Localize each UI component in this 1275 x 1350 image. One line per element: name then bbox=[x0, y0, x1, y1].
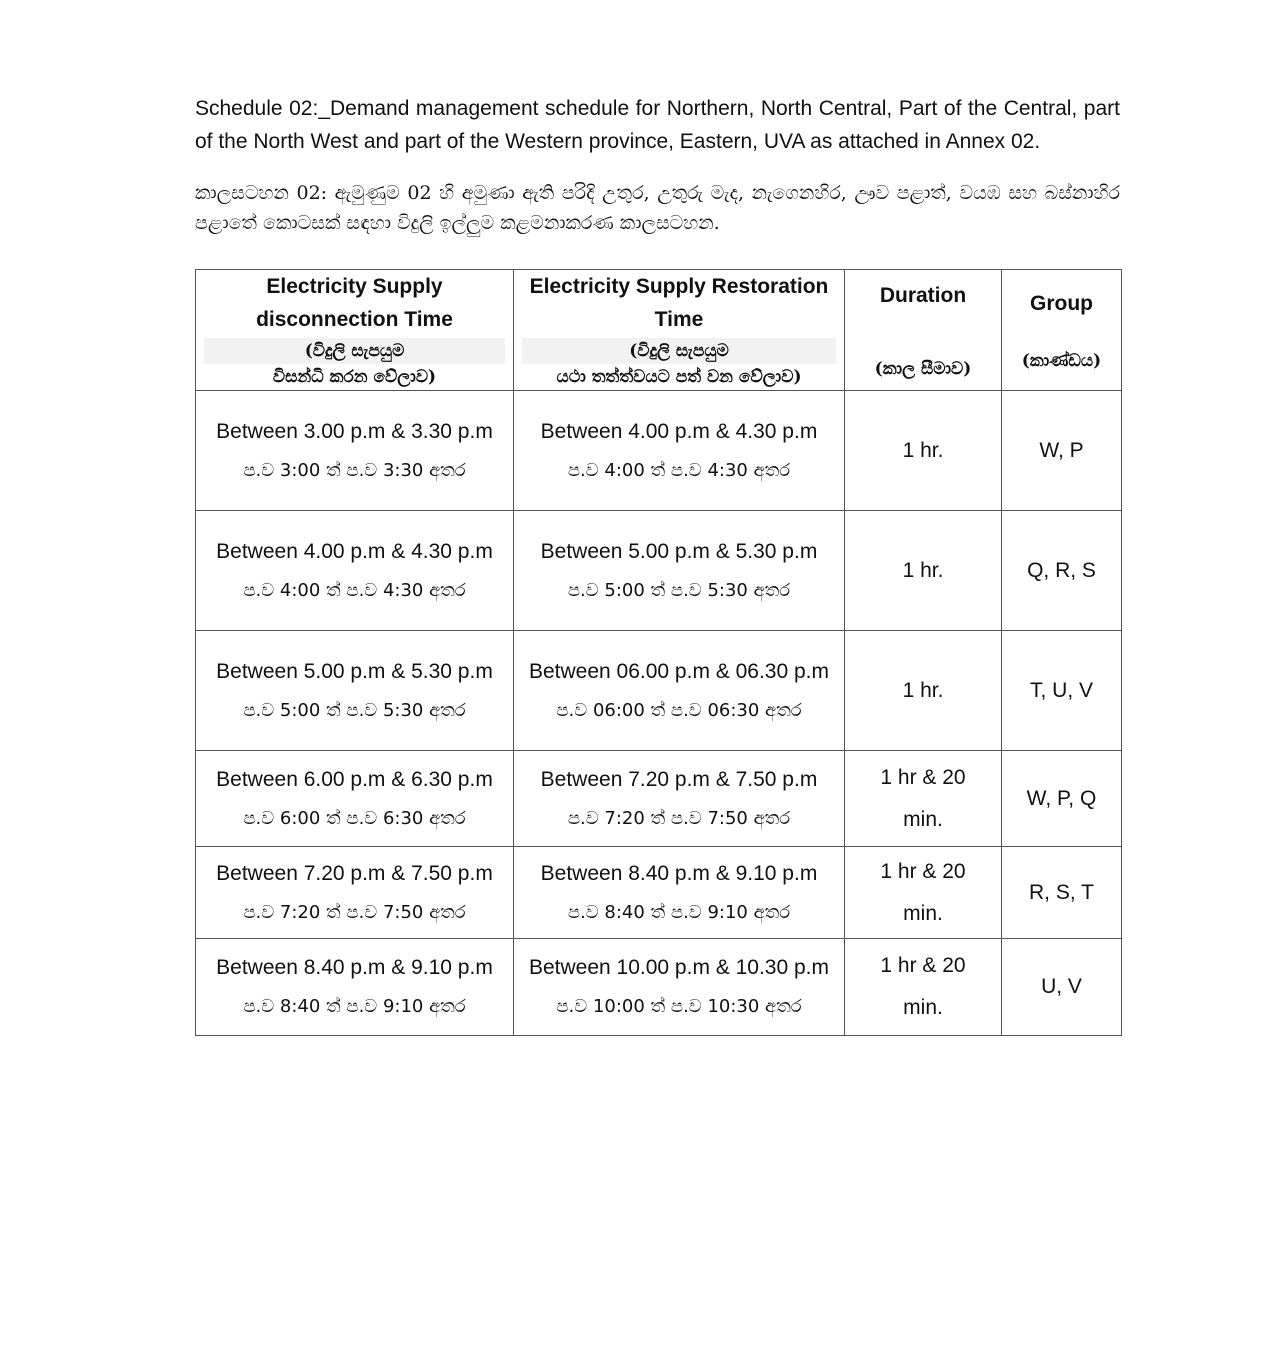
header-restoration-si-1: (විදුලි සැපයුම bbox=[629, 341, 729, 361]
restoration-time-en: Between 5.00 p.m & 5.30 p.m bbox=[540, 539, 818, 563]
restoration-time-en: Between 7.20 p.m & 7.50 p.m bbox=[540, 767, 818, 791]
group-cell bbox=[1002, 391, 1122, 511]
restoration-time-en: Between 4.00 p.m & 4.30 p.m bbox=[540, 419, 818, 443]
header-disconnection-si-1: (විදුලි සැපයුම bbox=[304, 341, 405, 361]
header-duration-en: Duration bbox=[879, 283, 967, 307]
table-row bbox=[196, 631, 1122, 751]
duration-cell bbox=[845, 847, 1002, 939]
schedule-table bbox=[195, 269, 1122, 1036]
group-value: R, S, T bbox=[1029, 880, 1094, 904]
restoration-cell bbox=[514, 847, 845, 939]
group-cell bbox=[1002, 847, 1122, 939]
header-group-en: Group bbox=[1030, 291, 1093, 315]
restoration-cell bbox=[514, 939, 845, 1036]
disconnection-cell bbox=[196, 511, 514, 631]
restoration-cell bbox=[514, 511, 845, 631]
restoration-time-en: Between 8.40 p.m & 9.10 p.m bbox=[540, 861, 818, 885]
disconnection-cell bbox=[196, 391, 514, 511]
header-restoration-en-2: Time bbox=[654, 308, 704, 331]
table-row bbox=[196, 939, 1122, 1036]
header-disconnection-en-1: Electricity Supply bbox=[266, 275, 443, 298]
duration-value-line1: 1 hr & 20 bbox=[880, 765, 966, 789]
disconnection-time-si: ප.ව 3:00 ත් ප.ව 3:30 අතර bbox=[243, 459, 466, 481]
group-cell bbox=[1002, 511, 1122, 631]
group-cell bbox=[1002, 751, 1122, 847]
restoration-time-si: ප.ව 06:00 ත් ප.ව 06:30 අතර bbox=[556, 699, 802, 721]
disconnection-time-si: ප.ව 6:00 ත් ප.ව 6:30 අතර bbox=[243, 807, 466, 829]
table-row bbox=[196, 511, 1122, 631]
duration-value: 1 hr. bbox=[902, 678, 944, 702]
header-disconnection-si-block bbox=[204, 338, 505, 364]
disconnection-time-en: Between 5.00 p.m & 5.30 p.m bbox=[216, 659, 493, 683]
header-restoration-si-2: යථා තත්ත්වයට පත් වන වේලාව) bbox=[556, 367, 802, 387]
group-value: U, V bbox=[1041, 975, 1082, 998]
intro-paragraph-sinhala: කාලසටහන 02: ඇමුණුම 02 හි අමුණා ඇති පරිදි උතුර, උතුරු මැද, නැගෙනහිර, ඌව පළාත්, වයඹ සහ බස්නාහිර පළාතේ කොටසක් සඳහා විදුලි ඉල්ලුම කළමනාකරණ කාලසටහන. bbox=[195, 182, 1120, 234]
intro-paragraph-english: Schedule 02:_Demand management schedule for Northern, North Central, Part of the Central, part of the North West and part of the Western province, Eastern, UVA as attached in Annex 02. bbox=[195, 97, 1120, 153]
disconnection-time-si: ප.ව 4:00 ත් ප.ව 4:30 අතර bbox=[243, 579, 466, 601]
disconnection-time-en: Between 3.00 p.m & 3.30 p.m bbox=[216, 419, 493, 443]
disconnection-time-en: Between 7.20 p.m & 7.50 p.m bbox=[216, 861, 493, 885]
group-cell bbox=[1002, 631, 1122, 751]
restoration-time-si: ප.ව 8:40 ත් ප.ව 9:10 අතර bbox=[567, 901, 791, 923]
duration-cell bbox=[845, 511, 1002, 631]
group-value: W, P, Q bbox=[1026, 786, 1097, 810]
table-row bbox=[196, 751, 1122, 847]
disconnection-cell bbox=[196, 847, 514, 939]
header-disconnection-si-2: විසන්ධි කරන වේලාව) bbox=[272, 367, 437, 387]
duration-value: 1 hr. bbox=[902, 438, 944, 462]
header-group bbox=[1002, 270, 1122, 391]
disconnection-time-si: ප.ව 5:00 ත් ප.ව 5:30 අතර bbox=[243, 699, 466, 721]
header-group-si: (කාණ්ඩය) bbox=[1021, 350, 1102, 371]
disconnection-cell bbox=[196, 751, 514, 847]
restoration-cell bbox=[514, 391, 845, 511]
duration-cell bbox=[845, 751, 1002, 847]
table-header-row bbox=[196, 270, 1122, 391]
restoration-cell bbox=[514, 751, 845, 847]
duration-value: 1 hr. bbox=[902, 558, 944, 582]
group-value: Q, R, S bbox=[1027, 558, 1096, 582]
header-disconnection-time bbox=[196, 270, 514, 391]
disconnection-cell bbox=[196, 939, 514, 1036]
header-disconnection-en-2: disconnection Time bbox=[256, 308, 453, 331]
disconnection-time-en: Between 8.40 p.m & 9.10 p.m bbox=[216, 956, 493, 979]
duration-value-line1: 1 hr & 20 bbox=[880, 954, 966, 977]
header-restoration-time bbox=[514, 270, 845, 391]
group-value: T, U, V bbox=[1029, 678, 1093, 702]
disconnection-time-si: ප.ව 8:40 ත් ප.ව 9:10 අතර bbox=[243, 996, 466, 1017]
restoration-time-si: ප.ව 10:00 ත් ප.ව 10:30 අතර bbox=[556, 996, 802, 1017]
group-cell bbox=[1002, 939, 1122, 1036]
restoration-cell bbox=[514, 631, 845, 751]
document-body bbox=[195, 92, 1120, 238]
duration-cell bbox=[845, 939, 1002, 1036]
restoration-time-en: Between 06.00 p.m & 06.30 p.m bbox=[528, 659, 830, 683]
disconnection-time-si: ප.ව 7:20 ත් ප.ව 7:50 අතර bbox=[243, 901, 466, 923]
restoration-time-si: ප.ව 7:20 ත් ප.ව 7:50 අතර bbox=[567, 807, 791, 829]
table-row bbox=[196, 847, 1122, 939]
duration-cell bbox=[845, 391, 1002, 511]
duration-cell bbox=[845, 631, 1002, 751]
duration-value-line2: min. bbox=[903, 901, 943, 925]
disconnection-time-en: Between 4.00 p.m & 4.30 p.m bbox=[216, 539, 493, 563]
duration-value-line2: min. bbox=[903, 807, 943, 831]
group-value: W, P bbox=[1039, 438, 1084, 462]
duration-value-line2: min. bbox=[903, 996, 943, 1019]
header-duration-si: (කාල සීමාව) bbox=[874, 358, 972, 379]
header-restoration-en-1: Electricity Supply Restoration bbox=[529, 275, 829, 298]
restoration-time-si: ප.ව 5:00 ත් ප.ව 5:30 අතර bbox=[567, 579, 791, 601]
restoration-time-en: Between 10.00 p.m & 10.30 p.m bbox=[528, 956, 830, 979]
header-duration bbox=[845, 270, 1002, 391]
restoration-time-si: ප.ව 4:00 ත් ප.ව 4:30 අතර bbox=[567, 459, 791, 481]
disconnection-time-en: Between 6.00 p.m & 6.30 p.m bbox=[216, 767, 493, 791]
header-restoration-si-block bbox=[522, 338, 836, 364]
table-row bbox=[196, 391, 1122, 511]
duration-value-line1: 1 hr & 20 bbox=[880, 859, 966, 883]
disconnection-cell bbox=[196, 631, 514, 751]
